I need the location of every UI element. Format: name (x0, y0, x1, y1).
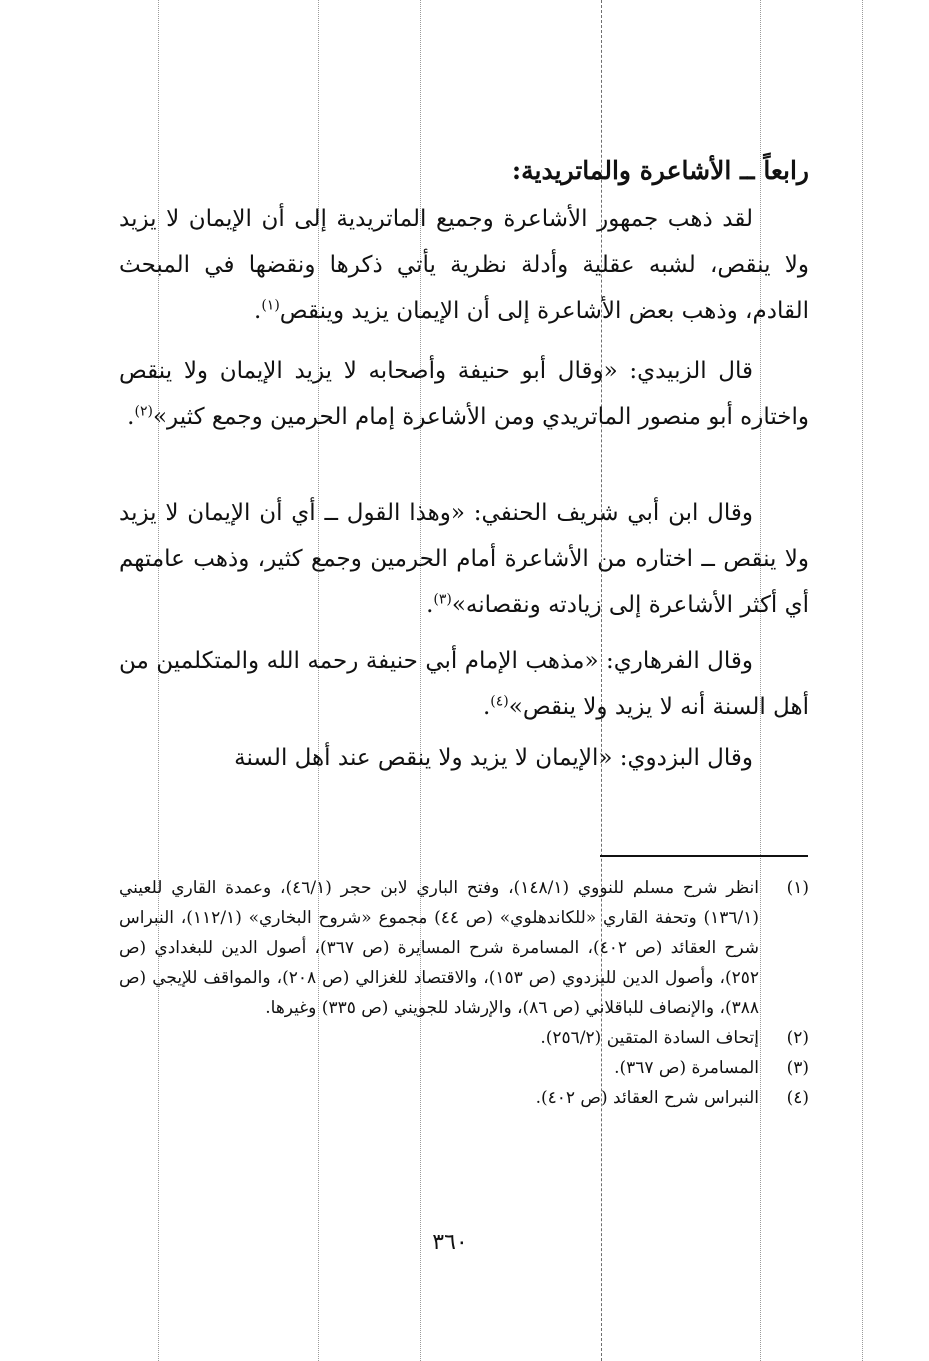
paragraph-5 (119, 735, 809, 781)
footnote-3 (119, 1053, 809, 1083)
footnote-ref-2[interactable]: (٢) (134, 403, 153, 420)
footnote-text: إتحاف السادة المتقين (٢٥٦/٢). (540, 1028, 759, 1048)
footnote-1 (119, 873, 809, 1023)
paragraph-2 (119, 348, 809, 440)
footnote-number: (٤) (786, 1088, 809, 1108)
paragraph-1-text: لقد ذهب جمهور الأشاعرة وجميع الماتريدية إلى أن الإيمان لا يزيد ولا ينقص، لشبه عقلية وأدلة نظرية يأتي ذكرها ونقضها في المبحث القادم، وذهب بعض الأشاعرة إلى أن الإيمان يزيد وينقص (119, 206, 809, 324)
paragraph-2-tail: . (127, 404, 135, 430)
paragraph-5-text: وقال البزدوي: «الإيمان لا يزيد ولا ينقص عند أهل السنة (234, 745, 753, 771)
paragraph-4-tail: . (482, 694, 491, 720)
paragraph-4-text: وقال الفرهاري: «مذهب الإمام أبي حنيفة رحمه الله والمتكلمين من أهل السنة أنه لا يزيد ولا ينقص» (119, 648, 809, 720)
footnote-number: (١) (786, 878, 809, 898)
footnote-ref-1[interactable]: (١) (261, 297, 280, 314)
paragraph-1 (119, 196, 809, 334)
footnote-text: انظر شرح مسلم للنووي (١٤٨/١)، وفتح الباري لابن حجر (٤٦/١)، وعمدة القاري للعيني (١٣٦/١) وتحفة القاري «للكاندهلوي» (ص ٤٤) مجموع «شروح البخاري» (١١٢/١)، النبراس شرح العقائد (ص ٤٠٢)، المسامرة شرح المسايرة (ص ٣٦٧)، أصول الدين للبغدادي (ص ٢٥٢)، وأصول الدين للبزدوي (ص ١٥٣)، والاقتصاد للغزالي (ص ٢٠٨)، والمواقف للإيجي (ص ٣٨٨)، والإنصاف للباقلاني (ص ٨٦)، والإرشاد للجويني (ص ٣٣٥) وغيرها. (119, 878, 760, 1018)
paragraph-4 (119, 638, 809, 730)
section-heading: رابعاً ــ الأشاعرة والماتريدية: (511, 156, 809, 185)
footnote-number: (٣) (786, 1058, 809, 1078)
footnote-2 (119, 1023, 809, 1053)
paragraph-3-text: وقال ابن أبي شريف الحنفي: «وهذا القول ــ أي أن الإيمان لا يزيد ولا ينقص ــ اختاره من الأشاعرة أمام الحرمين وجمع كثير، وذهب عامتهم أي أكثر الأشاعرة إلى زيادته ونقصانه» (119, 500, 809, 618)
footnote-ref-3[interactable]: (٣) (433, 591, 452, 608)
footnote-ref-4[interactable]: (٤) (490, 693, 509, 710)
footnotes-list (119, 873, 809, 1113)
footnote-divider (600, 855, 808, 857)
paragraph-3-tail: . (426, 592, 434, 618)
footnote-text: النبراس شرح العقائد (ص ٤٠٢). (535, 1088, 759, 1108)
page-number: ٣٦٠ (432, 1230, 468, 1255)
footnote-text: المسامرة (ص ٣٦٧). (614, 1058, 759, 1078)
footnote-number: (٢) (786, 1028, 809, 1048)
footnote-4 (119, 1083, 809, 1113)
paragraph-1-tail: . (254, 298, 262, 324)
paragraph-2-text: قال الزبيدي: «وقال أبو حنيفة وأصحابه لا يزيد الإيمان ولا ينقص واختاره أبو منصور الماتريدي ومن الأشاعرة إمام الحرمين وجمع كثير» (119, 358, 809, 430)
paragraph-3 (119, 490, 809, 628)
